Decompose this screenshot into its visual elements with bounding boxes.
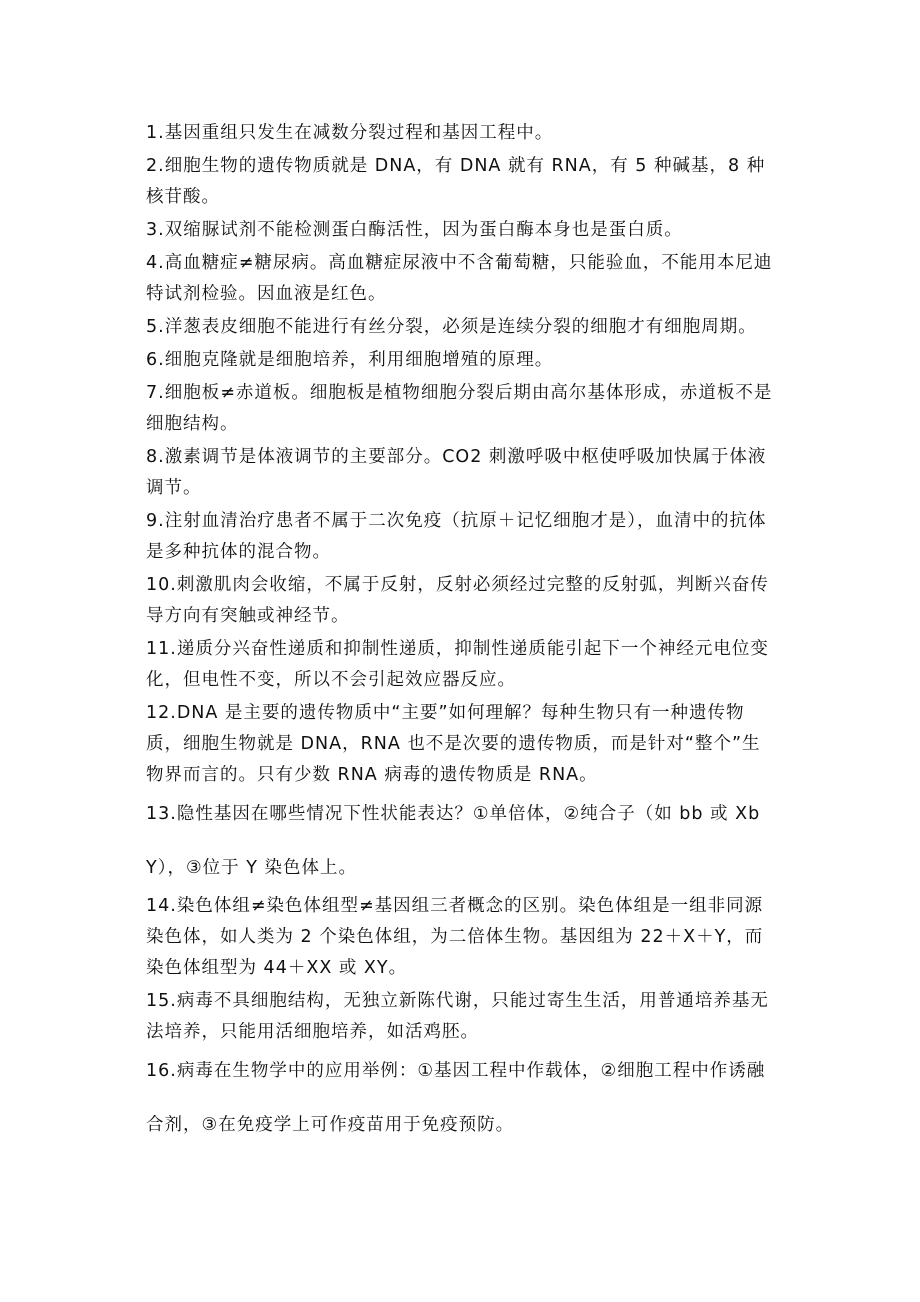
note-item-16: 16.病毒在生物学中的应用举例：①基因工程中作载体，②细胞工程中作诱融合剂，③在免疫学上可作疫苗用于免疫预防。 [146, 1061, 766, 1135]
note-list [146, 118, 776, 1148]
note-item-10: 10.刺激肌肉会收缩，不属于反射，反射必须经过完整的反射弧，判断兴奋传导方向有突触或神经节。 [146, 575, 769, 626]
note-item-6: 6.细胞克隆就是细胞培养，利用细胞增殖的原理。 [146, 350, 554, 370]
note-item-5: 5.洋葱表皮细胞不能进行有丝分裂，必须是连续分裂的细胞才有细胞周期。 [146, 317, 757, 337]
note-item-2: 2.细胞生物的遗传物质就是 DNA，有 DNA 就有 RNA，有 5 种碱基，8 种核苷酸。 [146, 156, 766, 207]
note-item-9: 9.注射血清治疗患者不属于二次免疫（抗原＋记忆细胞才是），血清中的抗体是多种抗体的混合物。 [146, 511, 767, 562]
note-item-8: 8.激素调节是体液调节的主要部分。CO2 刺激呼吸中枢使呼吸加快属于体液调节。 [146, 447, 767, 498]
note-item-15: 15.病毒不具细胞结构，无独立新陈代谢，只能过寄生生活，用普通培养基无法培养，只能用活细胞培养，如活鸡胚。 [146, 991, 769, 1042]
note-item-4: 4.高血糖症≠糖尿病。高血糖症尿液中不含葡萄糖，只能验血，不能用本尼迪特试剂检验。因血液是红色。 [146, 253, 773, 304]
note-item-7: 7.细胞板≠赤道板。细胞板是植物细胞分裂后期由高尔基体形成，赤道板不是细胞结构。 [146, 383, 773, 434]
note-item-3: 3.双缩脲试剂不能检测蛋白酶活性，因为蛋白酶本身也是蛋白质。 [146, 220, 683, 240]
note-item-13: 13.隐性基因在哪些情况下性状能表达？①单倍体，②纯合子（如 bb 或 XbY），③位于 Y 染色体上。 [146, 804, 761, 878]
note-item-12: 12.DNA 是主要的遗传物质中“主要”如何理解？每种生物只有一种遗传物质，细胞生物就是 DNA，RNA 也不是次要的遗传物质，而是针对“整个”生物界而言的。只有少数 RNA 病毒的遗传物质是 RNA。 [146, 703, 761, 785]
note-item-14: 14.染色体组≠染色体组型≠基因组三者概念的区别。染色体组是一组非同源染色体，如人类为 2 个染色体组，为二倍体生物。基因组为 22＋X＋Y，而染色体组型为 44＋XX 或 XY。 [146, 896, 764, 978]
note-item-11: 11.递质分兴奋性递质和抑制性递质，抑制性递质能引起下一个神经元电位变化，但电性不变，所以不会引起效应器反应。 [146, 639, 769, 690]
note-item-1: 1.基因重组只发生在减数分裂过程和基因工程中。 [146, 123, 554, 143]
